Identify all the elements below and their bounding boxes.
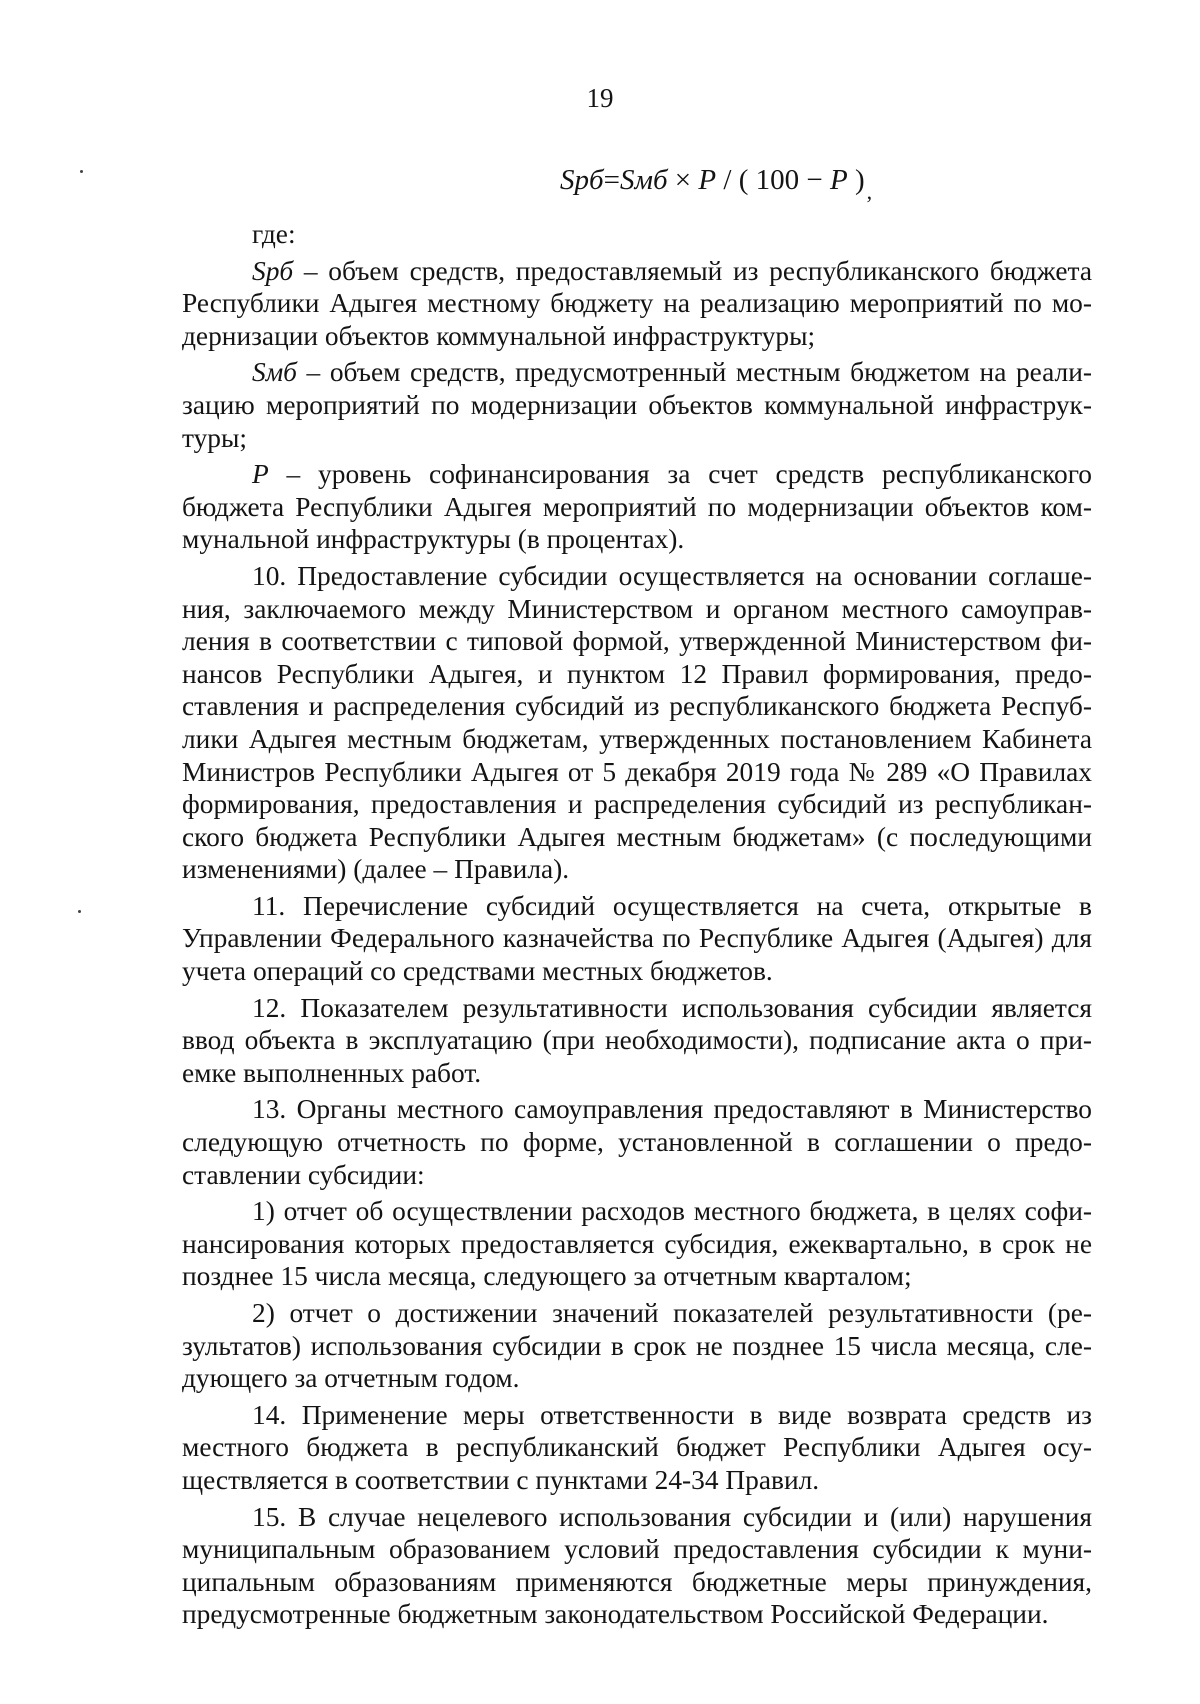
definition-srb-text: – объем средств, предоставляемый из республиканского бюджета Республики Адыгея местному бюджету на реализацию мероприятий по модернизации объектов коммунальной инфраструктуры; (182, 255, 1092, 351)
formula (560, 162, 872, 210)
symbol-p: P (252, 459, 269, 490)
formula-slash: / (716, 164, 739, 196)
formula-times: × (667, 164, 699, 196)
paragraph-15: 15. В случае нецелевого использования субсидии и (или) нарушения муниципальным образованием условий предоставления субсидии к муниципальным образованиям применяются бюджетные меры принуждения, предусмотренные бюджетным законодательством Российской Федерации. (182, 1501, 1092, 1630)
formula-minus: − (799, 164, 830, 196)
scan-speck (78, 910, 81, 913)
definition-srb (182, 255, 1092, 353)
formula-paren-open: ( (738, 164, 756, 196)
formula-paren-close: ) (847, 164, 865, 196)
formula-term-p-2: P (829, 164, 848, 196)
formula-comma: , (866, 179, 873, 204)
paragraph-13-item-2: 2) отчет о достижении значений показателей результативности (результатов) использования субсидии в срок не позднее 15 числа месяца, следующего за отчетным годом. (182, 1298, 1092, 1394)
paragraph-13-item-1: 1) отчет об осуществлении расходов местного бюджета, в целях софинансирования которых предоставляется субсидия, ежеквартально, в срок не позднее 15 числа месяца, следующего за отчетным кварталом; (182, 1196, 1092, 1292)
formula-hundred: 100 (755, 164, 800, 196)
definition-p-text: – уровень софинансирования за счет средств республиканского бюджета Республики Адыгея мероприятий по модернизации объектов коммунальной инфраструктуры (в процентах). (182, 459, 1092, 555)
definition-smb (182, 356, 1092, 454)
definition-smb-text: – объем средств, предусмотренный местным бюджетом на реализацию мероприятий по модернизации объектов коммунальной инфраструктуры; (182, 357, 1092, 453)
paragraph-10: 10. Предоставление субсидии осуществляется на основании соглашения, заключаемого между Министерством и органом местного самоуправления в соответствии с типовой формой, утвержденной Министерством финансов Республики Адыгея, и пунктом 12 Правил формирования, предоставления и распределения субсидий из республиканского бюджета Республики Адыгея местным бюджетам, утвержденных постановлением Кабинета Министров Республики Адыгея от 5 декабря 2019 года № 289 «О Правилах формирования, предоставления и распределения субсидий из республиканского бюджета Республики Адыгея местным бюджетам» (с последующими изменениями) (далее – Правила). (182, 560, 1092, 885)
formula-equals: = (603, 164, 620, 196)
page-number: 19 (586, 83, 614, 113)
paragraph-14: 14. Применение меры ответственности в виде возврата средств из местного бюджета в республиканский бюджет Республики Адыгея осуществляется в соответствии с пунктами 24-34 Правил. (182, 1399, 1092, 1495)
formula-term-p: P (698, 164, 717, 196)
formula-lhs: Sрб (560, 164, 604, 196)
where-label: где: (252, 219, 296, 249)
document-body (182, 218, 1092, 1631)
paragraph-12: 12. Показателем результативности использования субсидии является ввод объекта в эксплуатацию (при необходимости), подписание акта о приемке выполненных работ. (182, 992, 1092, 1088)
paragraph-13: 13. Органы местного самоуправления предоставляют в Министерство следующую отчетность по форме, установленной в соглашении о предоставлении субсидии: (182, 1094, 1092, 1190)
scan-speck (80, 170, 83, 173)
formula-term-smb: Sмб (619, 164, 668, 196)
definition-p (182, 458, 1092, 556)
symbol-smb: Sмб (252, 357, 297, 388)
paragraph-11: 11. Перечисление субсидий осуществляется на счета, открытые в Управлении Федерального казначейства по Республике Адыгея (Адыгея) для учета операций со средствами местных бюджетов. (182, 890, 1092, 987)
symbol-srb: Sрб (252, 255, 294, 286)
